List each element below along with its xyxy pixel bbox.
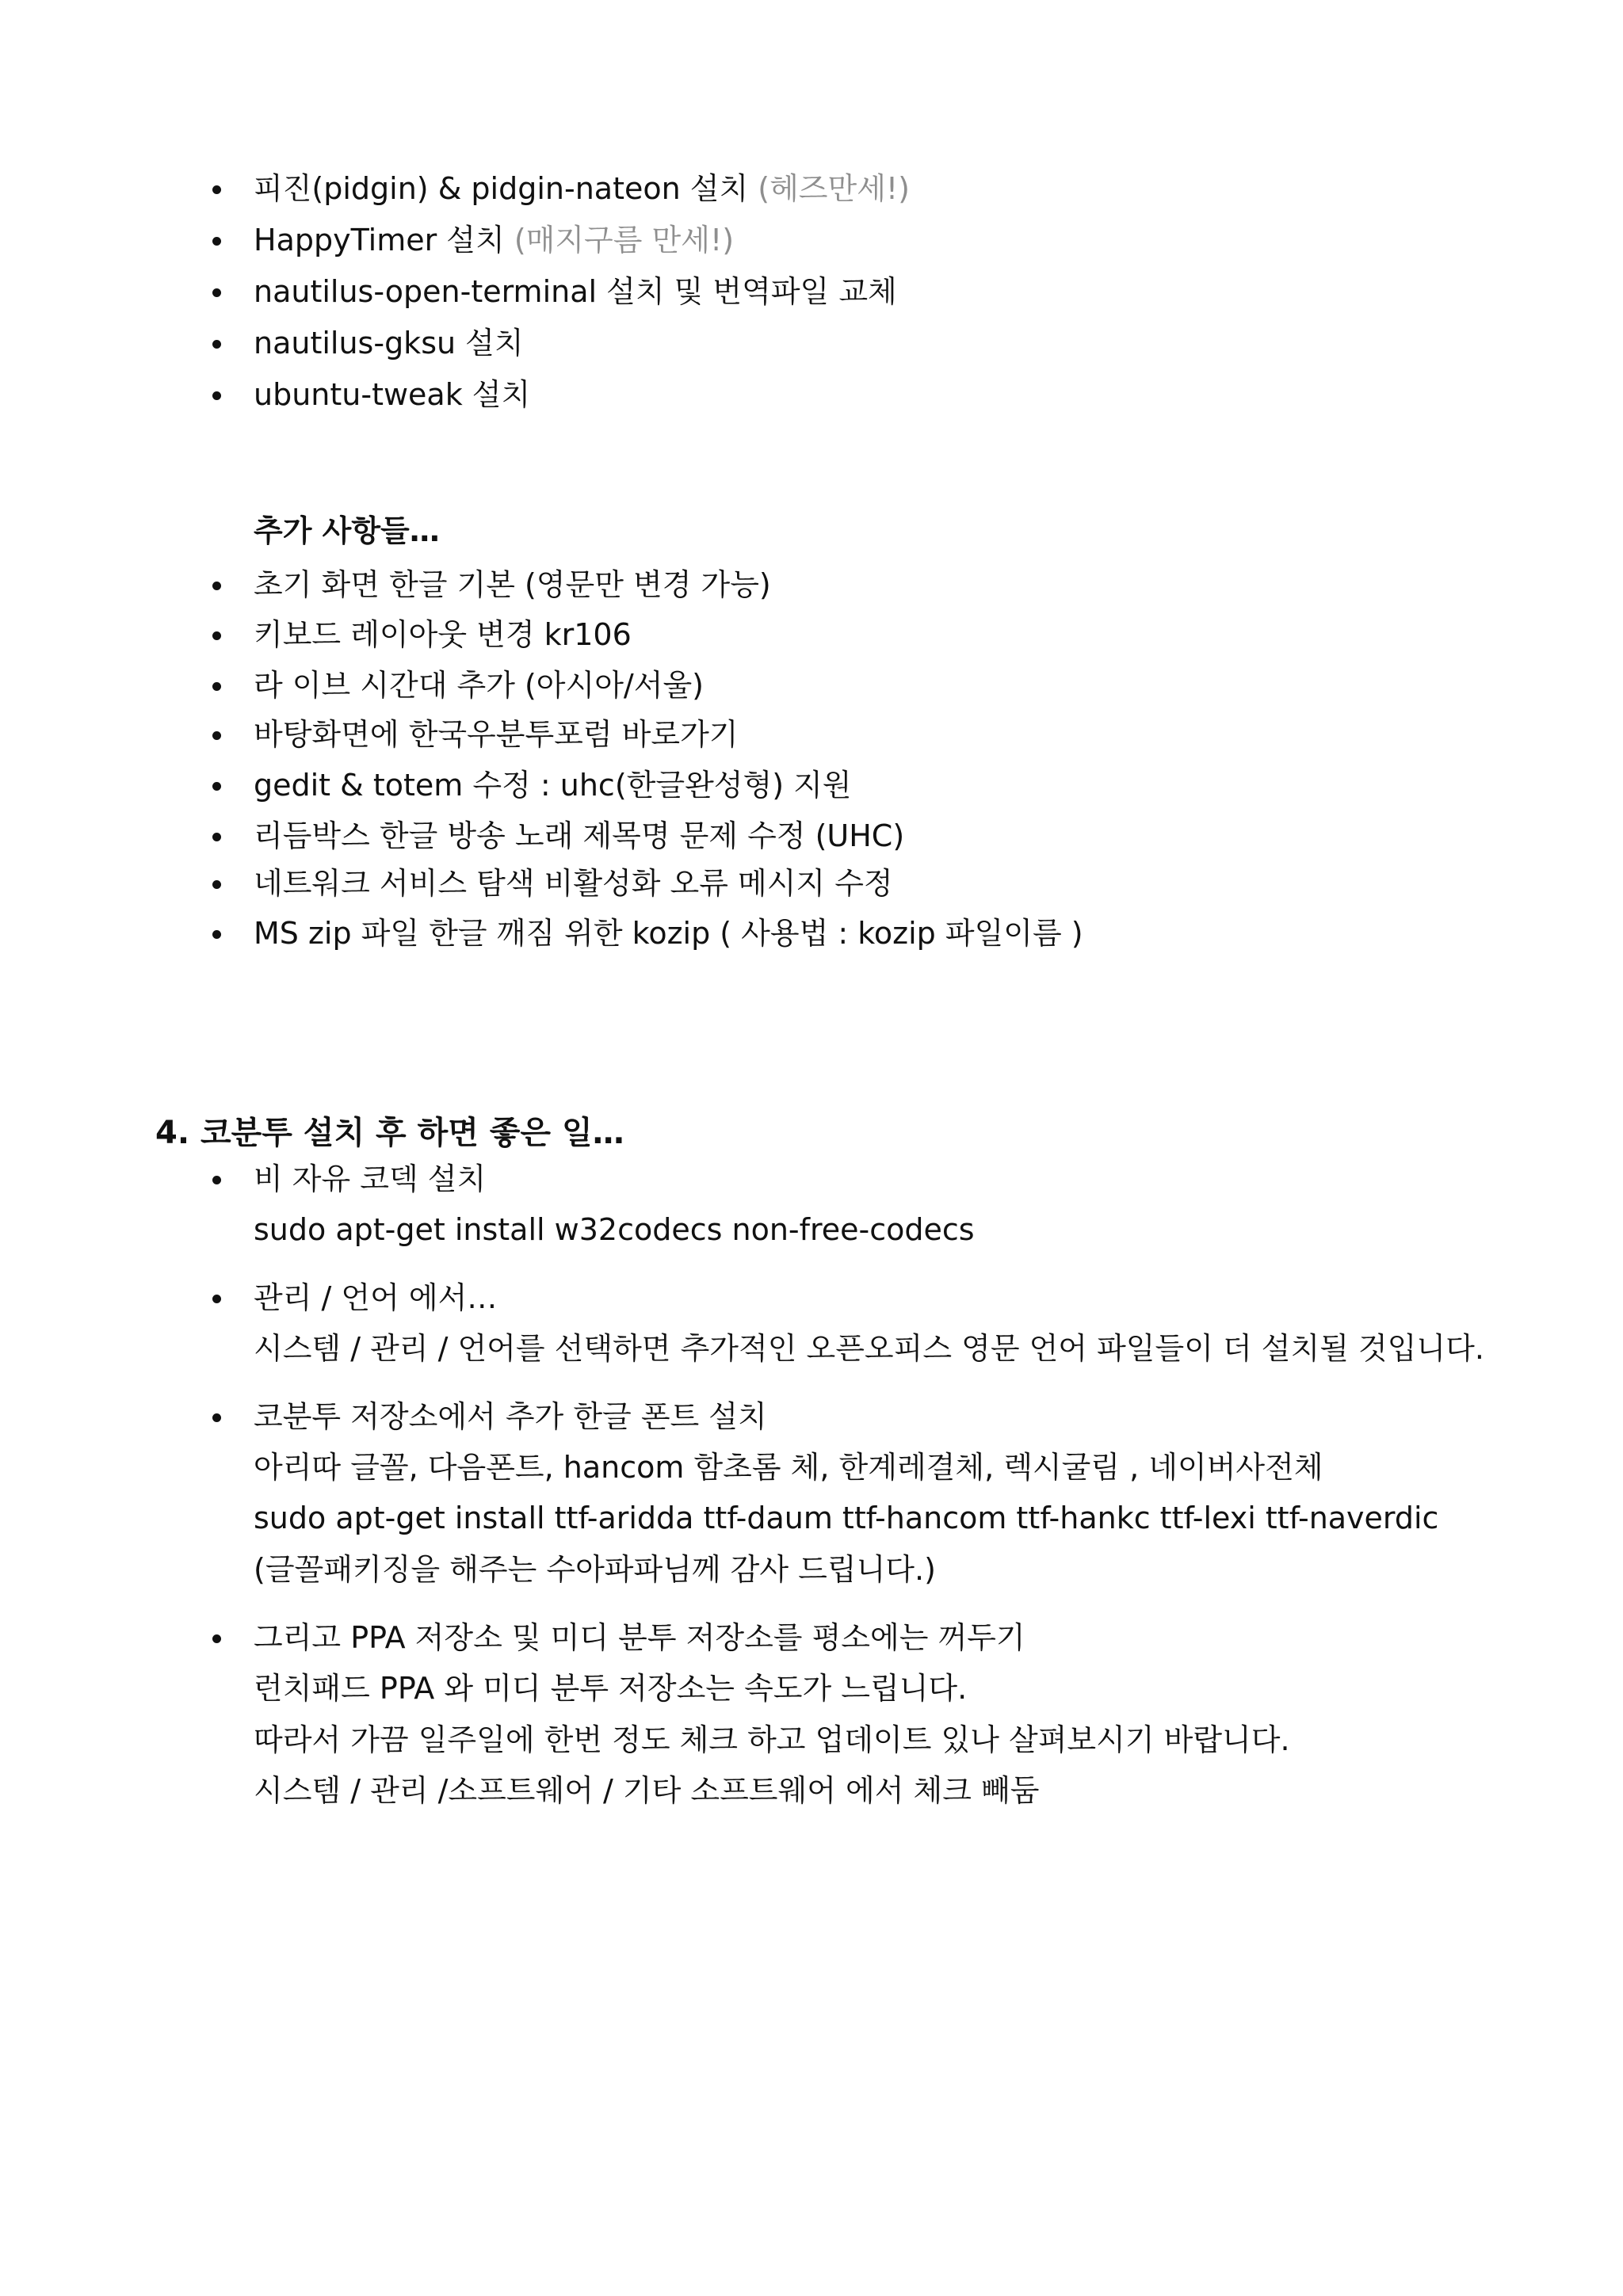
list-item xyxy=(254,375,530,414)
list-item-text: HappyTimer 설치 xyxy=(254,223,505,257)
list-item-text: nautilus-gksu 설치 xyxy=(254,326,524,360)
bullet-icon xyxy=(211,715,227,754)
tip-line: 따라서 가끔 일주일에 한번 정도 체크 하고 업데이트 있나 살펴보시기 바랍니다. xyxy=(254,1722,1290,1757)
tip-line: sudo apt-get install w32codecs non-free-codecs xyxy=(254,1212,975,1247)
tip-line: 시스템 / 관리 /소프트웨어 / 기타 소프트웨어 에서 체크 빼둠 xyxy=(254,1773,1040,1808)
section-heading: 4. 코분투 설치 후 하면 좋은 일… xyxy=(155,1115,624,1151)
list-item-note: (매지구름 만세!) xyxy=(514,223,735,257)
bullet-icon xyxy=(211,1618,227,1657)
list-item xyxy=(254,323,524,363)
list-item xyxy=(254,220,734,260)
tip-title: 관리 / 언어 에서… xyxy=(254,1280,498,1315)
list-item: 리듬박스 한글 방송 노래 제목명 문제 수정 (UHC) xyxy=(254,818,905,853)
bullet-icon xyxy=(211,1397,227,1436)
bullet-icon xyxy=(211,666,227,705)
list-item xyxy=(254,272,897,311)
bullet-icon xyxy=(211,169,227,208)
list-item: 키보드 레이아웃 변경 kr106 xyxy=(254,617,632,652)
tip-title: 그리고 PPA 저장소 및 미디 분투 저장소를 평소에는 꺼두기 xyxy=(254,1620,1025,1655)
list-item xyxy=(254,169,910,208)
bullet-icon xyxy=(211,913,227,953)
list-item: gedit & totem 수정 : uhc(한글완성형) 지원 xyxy=(254,768,852,803)
list-item-text: 피진(pidgin) & pidgin-nateon 설치 xyxy=(254,171,749,206)
list-item-text: nautilus-open-terminal 설치 및 번역파일 교체 xyxy=(254,274,897,309)
tip-line: 런치패드 PPA 와 미디 분투 저장소는 속도가 느립니다. xyxy=(254,1671,968,1706)
list-item-note: (헤즈만세!) xyxy=(758,171,910,206)
bullet-icon xyxy=(211,565,227,605)
bullet-icon xyxy=(211,816,227,856)
bullet-icon xyxy=(211,323,227,363)
tip-line: sudo apt-get install ttf-aridda ttf-daum ttf-hancom ttf-hankc ttf-lexi ttf-naverdic xyxy=(254,1501,1439,1535)
tip-title: 비 자유 코덱 설치 xyxy=(254,1161,487,1196)
tip-line: (글꼴패키징을 해주는 수아파파님께 감사 드립니다.) xyxy=(254,1552,936,1587)
bullet-icon xyxy=(211,272,227,311)
tip-title: 코분투 저장소에서 추가 한글 폰트 설치 xyxy=(254,1399,767,1434)
list-item: MS zip 파일 한글 깨짐 위한 kozip ( 사용법 : kozip 파일이름 ) xyxy=(254,916,1083,951)
bullet-icon xyxy=(211,220,227,260)
bullet-icon xyxy=(211,1159,227,1199)
bullet-icon xyxy=(211,765,227,805)
list-item: 네트워크 서비스 탐색 비활성화 오류 메시지 수정 xyxy=(254,866,893,901)
tip-line: 시스템 / 관리 / 언어를 선택하면 추가적인 오픈오피스 영문 언어 파일들이 더 설치될 것입니다. xyxy=(254,1331,1484,1366)
list-item: 바탕화면에 한국우분투포럼 바로가기 xyxy=(254,717,739,752)
bullet-icon xyxy=(211,375,227,414)
tip-line: 아리따 글꼴, 다음폰트, hancom 함초롬 체, 한계레결체, 렉시굴림 , 네이버사전체 xyxy=(254,1450,1323,1485)
bullet-icon xyxy=(211,864,227,903)
list-item: 초기 화면 한글 기본 (영문만 변경 가능) xyxy=(254,567,771,602)
list-item: 라 이브 시간대 추가 (아시아/서울) xyxy=(254,668,704,703)
extras-title: 추가 사항들… xyxy=(254,513,440,548)
list-item-text: ubuntu-tweak 설치 xyxy=(254,377,531,412)
bullet-icon xyxy=(211,615,227,654)
bullet-icon xyxy=(211,1278,227,1318)
